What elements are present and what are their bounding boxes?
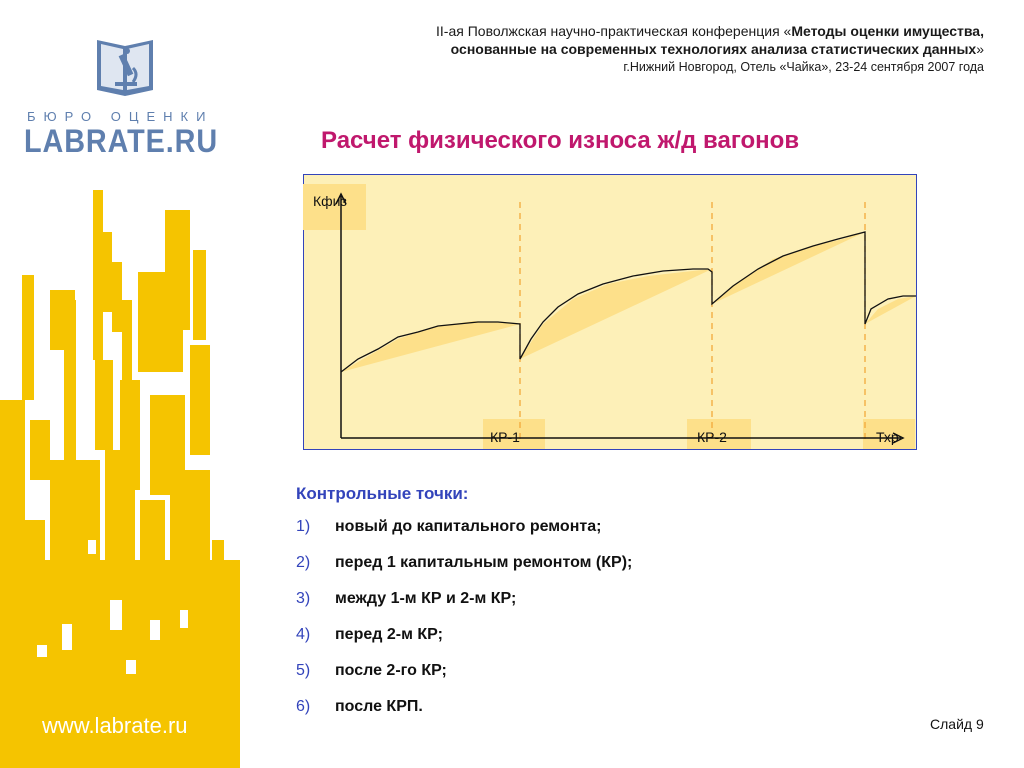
list-item <box>296 698 632 734</box>
list-item-number: 2) <box>296 554 311 571</box>
list-item <box>296 518 632 554</box>
site-url[interactable]: www.labrate.ru <box>42 713 188 738</box>
logo-subtitle: БЮРО ОЦЕНКИ <box>27 109 214 124</box>
logo-name: LABRATE.RU <box>24 123 219 159</box>
slide-title: Расчет физического износа ж/д вагонов <box>321 127 800 154</box>
list-item <box>296 590 632 626</box>
header-line1-normal: II-ая Поволжская научно-практическая конференция « <box>436 23 792 39</box>
control-points-list <box>296 518 632 734</box>
chart-ylabel: Кфиз <box>313 193 347 209</box>
list-item-text: после 2-го КР; <box>335 662 447 679</box>
wear-chart <box>303 174 917 450</box>
list-item <box>296 554 632 590</box>
list-item-text: перед 2-м КР; <box>335 626 443 643</box>
conference-header <box>264 22 984 76</box>
list-item-text: новый до капитального ремонта; <box>335 518 602 535</box>
list-item-number: 3) <box>296 590 311 607</box>
list-item-number: 6) <box>296 698 311 715</box>
slide-number: Слайд 9 <box>930 716 984 732</box>
header-line3: г.Нижний Новгород, Отель «Чайка», 23-24 сентября 2007 года <box>623 60 984 74</box>
list-item-number: 4) <box>296 626 311 643</box>
list-item-text: между 1-м КР и 2-м КР; <box>335 590 517 607</box>
header-line1-bold: Методы оценки имущества, <box>791 23 984 39</box>
list-item <box>296 626 632 662</box>
list-item-text: перед 1 капитальным ремонтом (КР); <box>335 554 633 571</box>
header-line2-bold: основанные на современных технологиях анализа статистических данных <box>450 41 977 57</box>
x-tick-kr1: КР-1 <box>490 429 520 445</box>
header-line2-end: » <box>976 41 984 57</box>
list-item <box>296 662 632 698</box>
x-tick-thr: Тхр <box>876 429 899 445</box>
list-item-text: после КРП. <box>335 698 423 715</box>
list-item-number: 5) <box>296 662 311 679</box>
list-item-number: 1) <box>296 518 311 535</box>
sidebar <box>0 0 240 768</box>
control-points-heading: Контрольные точки: <box>296 484 469 503</box>
microscope-book-icon <box>93 34 157 98</box>
x-tick-kr2: КР-2 <box>697 429 727 445</box>
